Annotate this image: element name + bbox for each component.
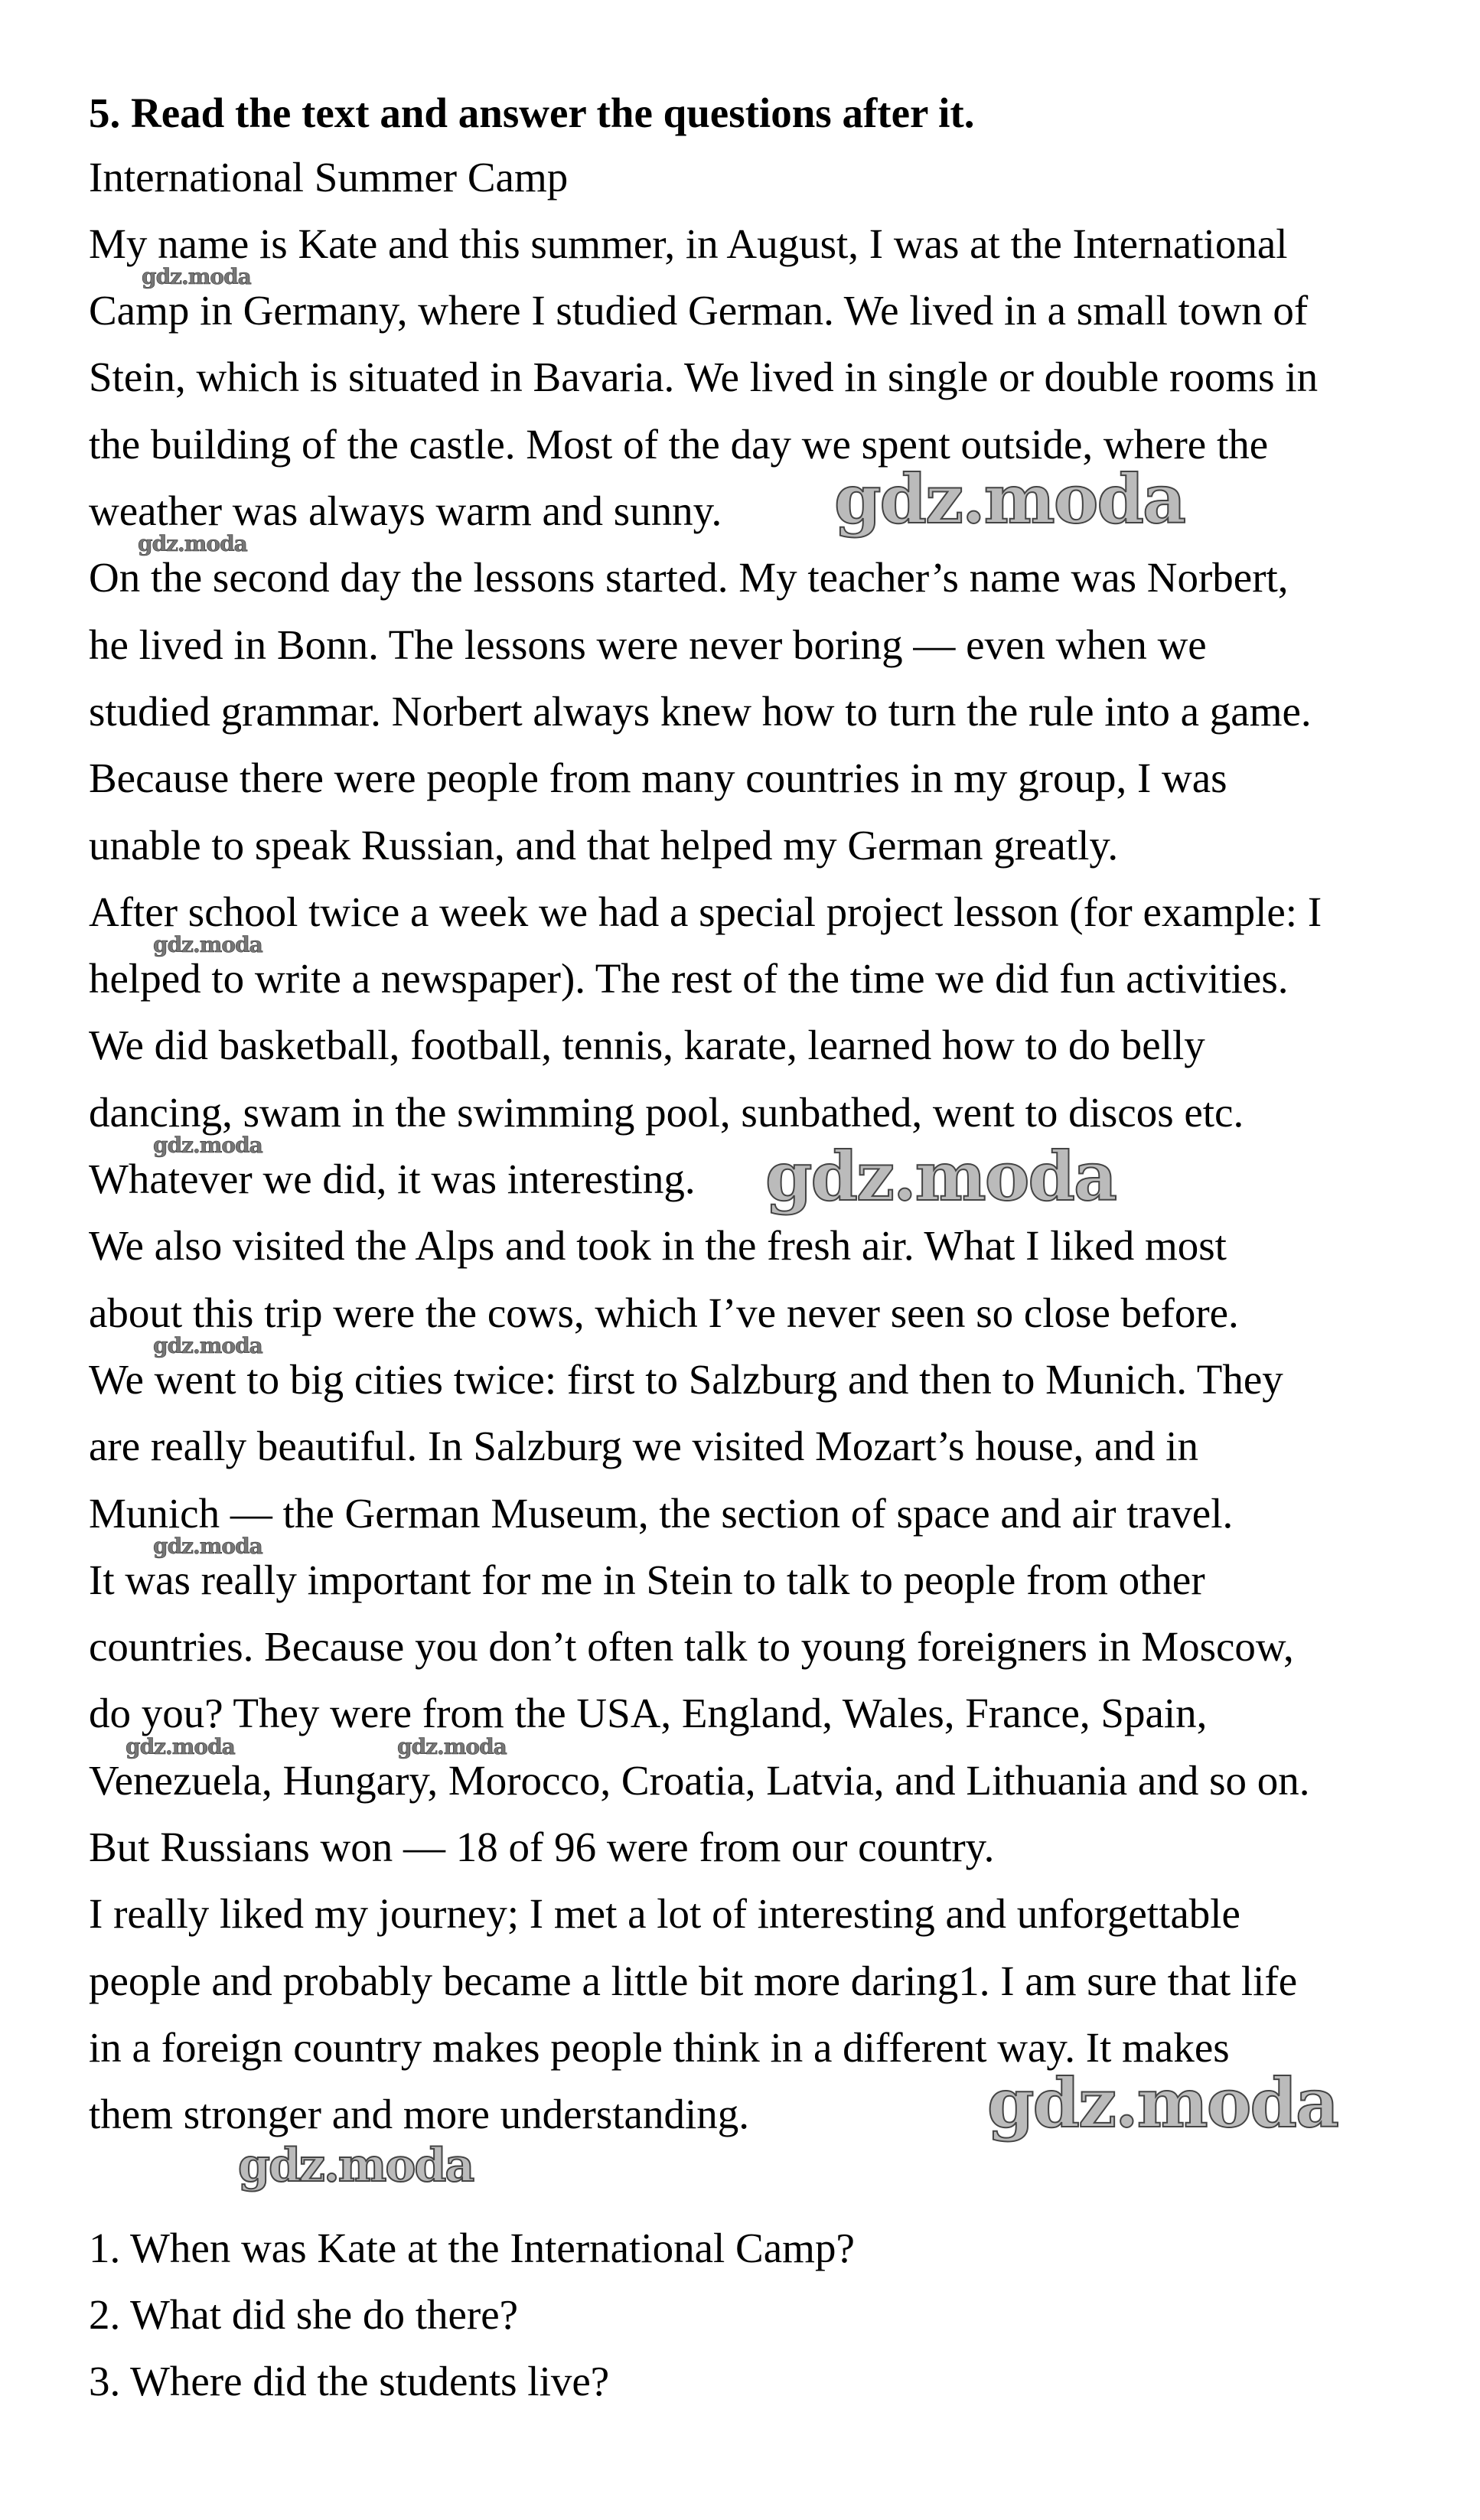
text-line: are really beautiful. In Salzburg we visited Mozart’s house, and in [89,1423,1198,1470]
text-line: We went to big cities twice: first to Salzburg and then to Munich. They [89,1355,1283,1403]
watermark-logo: gdz.moda [138,531,247,556]
text-line: Because there were people from many countries in my group, I was [89,755,1227,802]
text-line: Whatever we did, it was interesting. [89,1156,696,1202]
watermark-logo: gdz.moda [153,1133,262,1158]
text-line: But Russians won — 18 of 96 were from our country. [89,1824,995,1870]
text-line: Venezuela, Hungary, Morocco, Croatia, Latvia, and Lithuania and so on. [89,1756,1310,1804]
exercise-title: 5. Read the text and answer the questions after it. [89,90,975,136]
watermark-logo: gdz.moda [153,932,262,957]
watermark-logo: gdz.moda [126,1734,235,1759]
text-line: helped to write a newspaper). The rest of the time we did fun activities. [89,955,1289,1002]
text-line: the building of the castle. Most of the day we spent outside, where the [89,420,1269,468]
watermark-logo: gdz.moda [765,1136,1117,1216]
watermark-logo: gdz.moda [153,1333,262,1358]
question-item: 2. What did she do there? [89,2291,519,2339]
text-line: On the second day the lessons started. My teacher’s name was Norbert, [89,554,1289,601]
watermark-logo: gdz.moda [834,459,1185,539]
watermark-logo: gdz.moda [238,2139,474,2192]
text-line: Camp in Germany, where I studied German. We lived in a small town of [89,287,1309,334]
text-line: them stronger and more understanding. [89,2091,749,2138]
question-item: 3. Where did the students live? [89,2358,610,2405]
text-line: It was really important for me in Stein to talk to people from other [89,1556,1205,1603]
text-line: do you? They were from the USA, England, Wales, France, Spain, [89,1690,1208,1737]
text-line: he lived in Bonn. The lessons were never boring — even when we [89,621,1207,668]
text-line: My name is Kate and this summer, in August, I was at the International [89,220,1288,267]
text-line: studied grammar. Norbert always knew how to turn the rule into a game. [89,687,1312,735]
question-item: 1. When was Kate at the International Camp? [89,2224,855,2271]
text-line: countries. Because you don’t often talk to young foreigners in Moscow, [89,1623,1294,1671]
text-line: After school twice a week we had a special project lesson (for example: I [89,888,1322,935]
text-line: weather was always warm and sunny. [89,487,722,534]
text-line: in a foreign country makes people think in a different way. It makes [89,2023,1230,2071]
text-line: Stein, which is situated in Bavaria. We lived in single or double rooms in [89,354,1319,401]
text-line: Munich — the German Museum, the section of space and air travel. [89,1489,1234,1537]
watermark-logo: gdz.moda [397,1734,507,1759]
text-line: dancing, swam in the swimming pool, sunbathed, went to discos etc. [89,1088,1244,1136]
watermark-logo: gdz.moda [153,1534,262,1559]
watermark-logo: gdz.moda [142,264,251,289]
text-line: unable to speak Russian, and that helped my German greatly. [89,821,1119,869]
text-line: I really liked my journey; I met a lot of interesting and unforgettable [89,1890,1240,1938]
text-heading: International Summer Camp [89,153,569,200]
text-line: about this trip were the cows, which I’ve never seen so close before. [89,1289,1239,1336]
watermark-logo: gdz.moda [987,2063,1338,2143]
text-line: people and probably became a little bit more daring1. I am sure that life [89,1957,1298,2004]
text-line: We also visited the Alps and took in the fresh air. What I liked most [89,1222,1227,1270]
text-line: We did basketball, football, tennis, karate, learned how to do belly [89,1022,1205,1069]
